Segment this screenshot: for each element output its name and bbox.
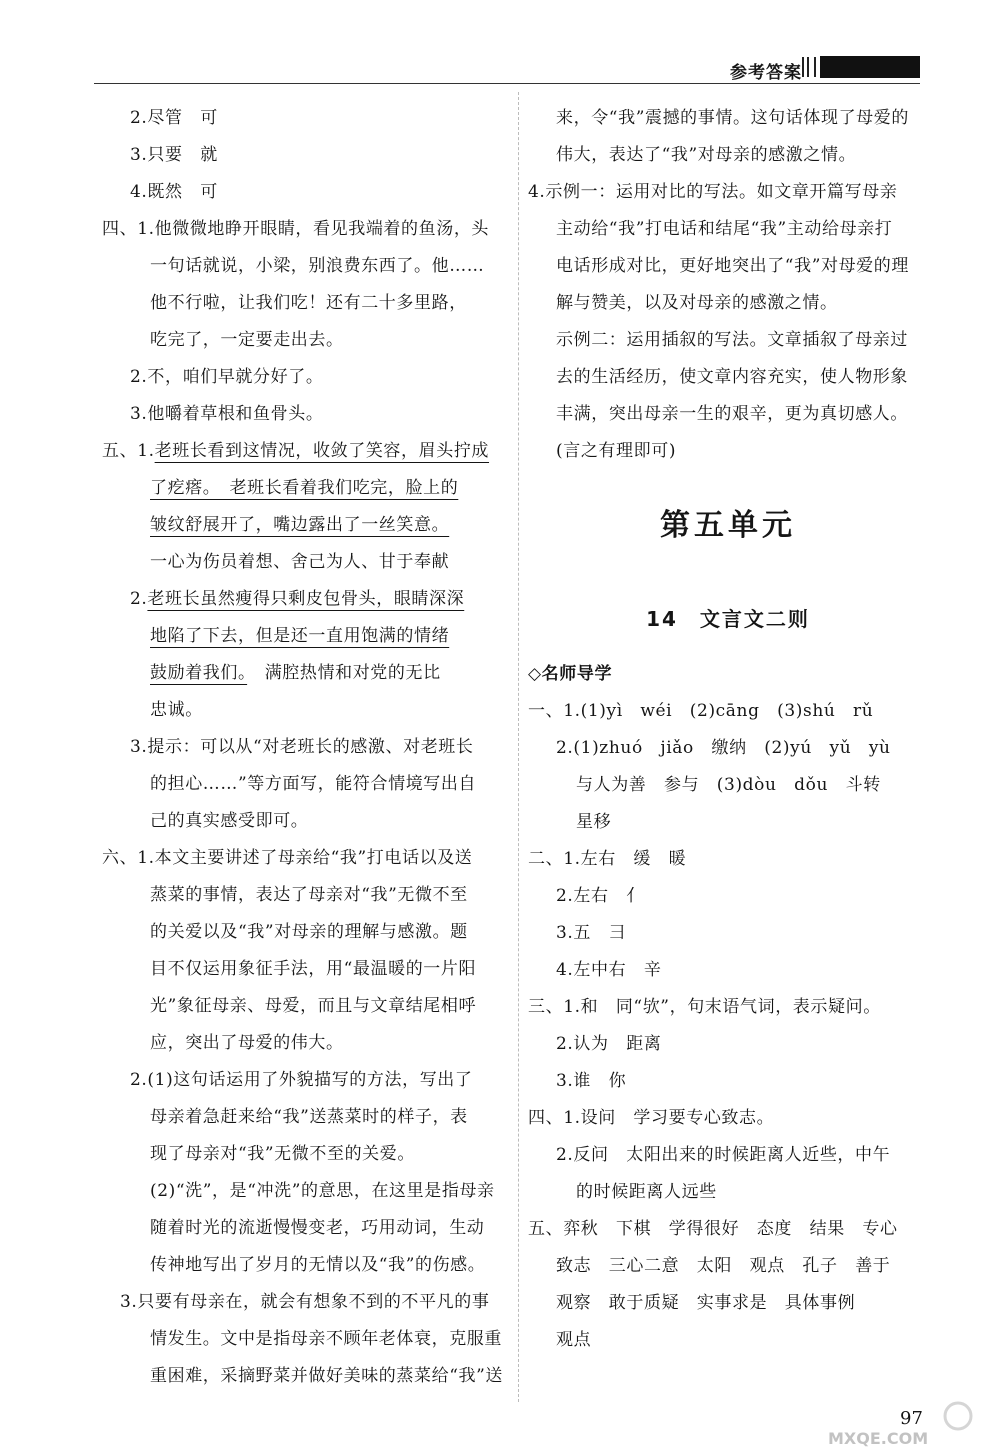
answer-line: 3.五 彐 <box>556 923 627 943</box>
answer-line: 3.他嚼着草根和鱼骨头。 <box>130 404 324 424</box>
header-title: 参考答案 <box>726 58 806 83</box>
answer-line: 2.尽管 可 <box>130 108 218 128</box>
underlined-text: 老班长虽然瘦得只剩皮包骨头，眼睛深深 <box>147 589 465 609</box>
answer-line <box>102 618 502 655</box>
watermark-logo <box>808 1400 988 1448</box>
answer-line: 吃完了，一定要走出去。 <box>150 330 344 350</box>
answer-line: 六、1.本文主要讲述了母亲给“我”打电话以及送 <box>102 848 473 868</box>
right-column <box>528 100 928 1359</box>
answer-line: (言之有理即可) <box>556 441 677 461</box>
underlined-text: 鼓励着我们。 <box>150 663 248 683</box>
left-column <box>102 100 502 1395</box>
answer-line: 电话形成对比，更好地突出了“我”对母爱的理 <box>556 256 909 276</box>
answer-line: 随着时光的流逝慢慢变老，巧用动词，生动 <box>150 1218 485 1238</box>
answer-line: 解与赞美，以及对母亲的感激之情。 <box>556 293 838 313</box>
answer-line: 2.(1)zhuó jiǎo 缴纳 (2)yú yǔ yù <box>556 738 891 758</box>
underlined-text: 皱纹舒展开了，嘴边露出了一丝笑意。 <box>150 515 450 535</box>
header-black-block <box>820 56 920 78</box>
answer-line: 四、1.设问 学习要专心致志。 <box>528 1108 775 1128</box>
answer-line: 去的生活经历，使文章内容充实，使人物形象 <box>556 367 908 387</box>
answer-line: 伟大，表达了“我”对母亲的感激之情。 <box>556 145 857 165</box>
answer-line: 2.不，咱们早就分好了。 <box>130 367 324 387</box>
answer-line: 的时候距离人远些 <box>576 1182 717 1202</box>
answer-line: 情发生。文中是指母亲不顾年老体衰，克服重 <box>150 1329 502 1349</box>
unit-title: 第五单元 <box>660 508 796 543</box>
answer-line <box>102 470 502 507</box>
answer-line: 观点 <box>556 1330 592 1350</box>
answer-line: 重困难，采摘野菜并做好美味的蒸菜给“我”送 <box>150 1366 503 1386</box>
answer-line: 鼓励着我们。 满腔热情和对党的无比 <box>150 663 441 683</box>
answer-line: (2)“洗”，是“冲洗”的意思，在这里是指母亲 <box>150 1181 495 1201</box>
answer-line: 来，令“我”震撼的事情。这句话体现了母爱的 <box>556 108 909 128</box>
answer-line: 五、弈秋 下棋 学得很好 态度 结果 专心 <box>528 1219 898 1239</box>
underlined-text: 老班长看到这情况，收敛了笑容，眉头拧成 <box>154 441 490 461</box>
answer-line: 4.既然 可 <box>130 182 218 202</box>
answer-line: 他不行啦，让我们吃！还有二十多里路， <box>150 293 467 313</box>
answer-line: 四、1.他微微地睁开眼睛，看见我端着的鱼汤，头 <box>102 219 490 239</box>
page-number: 97 <box>900 1408 923 1429</box>
answer-line: 2.反问 太阳出来的时候距离人近些，中午 <box>556 1145 891 1165</box>
answer-line: 光”象征母亲、母爱，而且与文章结尾相呼 <box>150 996 477 1016</box>
underlined-text: 了疙瘩。 老班长看着我们吃完，脸上的 <box>150 478 459 498</box>
page-header <box>94 54 920 86</box>
answer-line: 3.只要 就 <box>130 145 218 165</box>
answer-line: 一、1.(1)yì wéi (2)cāng (3)shú rǔ <box>528 701 874 721</box>
answer-line: 五、1.老班长看到这情况，收敛了笑容，眉头拧成 <box>102 441 490 461</box>
answer-line: 星移 <box>576 812 612 832</box>
header-bars-decoration <box>802 57 816 77</box>
answer-line: 观察 敢于质疑 实事求是 具体事例 <box>556 1293 856 1313</box>
right-bottom-lines <box>528 693 928 1359</box>
section-heading: ◇名师导学 <box>528 664 613 684</box>
answer-line: 3.提示：可以从“对老班长的感激、对老班长 <box>130 737 474 757</box>
underlined-text: 地陷了下去，但是还一直用饱满的情绪 <box>150 626 450 646</box>
answer-line: 与人为善 参与 (3)dòu dǒu 斗转 <box>576 775 881 795</box>
answer-line: 蒸菜的事情，表达了母亲对“我”无微不至 <box>150 885 468 905</box>
answer-line: 现了母亲对“我”无微不至的关爱。 <box>150 1144 415 1164</box>
answer-line: 二、1.左右 缓 暖 <box>528 849 687 869</box>
answer-line: 己的真实感受即可。 <box>150 811 309 831</box>
column-divider <box>518 92 519 1402</box>
answer-line: 三、1.和 同“欤”，句末语气词，表示疑问。 <box>528 997 881 1017</box>
header-rule <box>94 83 920 84</box>
answer-line: 的关爱以及“我”对母亲的理解与感激。题 <box>150 922 468 942</box>
answer-line: 致志 三心二意 太阳 观点 孔子 善于 <box>556 1256 891 1276</box>
answer-line: 2.认为 距离 <box>556 1034 662 1054</box>
right-top-lines <box>528 100 928 470</box>
answer-line: 3.只要有母亲在，就会有想象不到的不平凡的事 <box>120 1292 490 1312</box>
answer-line: 的担心……”等方面写，能符合情境写出自 <box>150 774 477 794</box>
answer-line: 主动给“我”打电话和结尾“我”主动给母亲打 <box>556 219 893 239</box>
lesson-title: 14 文言文二则 <box>646 607 810 631</box>
answer-line: 示例二：运用插叙的写法。文章插叙了母亲过 <box>556 330 908 350</box>
answer-line: 母亲着急赶来给“我”送蒸菜时的样子，表 <box>150 1107 468 1127</box>
answer-line: 一心为伤员着想、舍己为人、甘于奉献 <box>150 552 450 572</box>
answer-line: 3.谁 你 <box>556 1071 627 1091</box>
answer-line: 4.示例一：运用对比的写法。如文章开篇写母亲 <box>528 182 898 202</box>
answer-line: 一句话就说，小梁，别浪费东西了。他…… <box>150 256 485 276</box>
answer-line: 2.左右 亻 <box>556 886 644 906</box>
answer-line: 2.(1)这句话运用了外貌描写的方法，写出了 <box>130 1070 473 1090</box>
answer-line: 丰满，突出母亲一生的艰辛，更为真切感人。 <box>556 404 908 424</box>
answer-line: 2.老班长虽然瘦得只剩皮包骨头，眼睛深深 <box>130 589 465 609</box>
answer-line: 忠诚。 <box>150 700 203 720</box>
watermark-text: MXQE.COM <box>828 1429 929 1448</box>
answer-line: 应，突出了母爱的伟大。 <box>150 1033 344 1053</box>
answer-line: 4.左中右 辛 <box>556 960 662 980</box>
answer-line: 传神地写出了岁月的无情以及“我”的伤感。 <box>150 1255 486 1275</box>
answer-line <box>102 507 502 544</box>
answer-line: 目不仅运用象征手法，用“最温暖的一片阳 <box>150 959 477 979</box>
